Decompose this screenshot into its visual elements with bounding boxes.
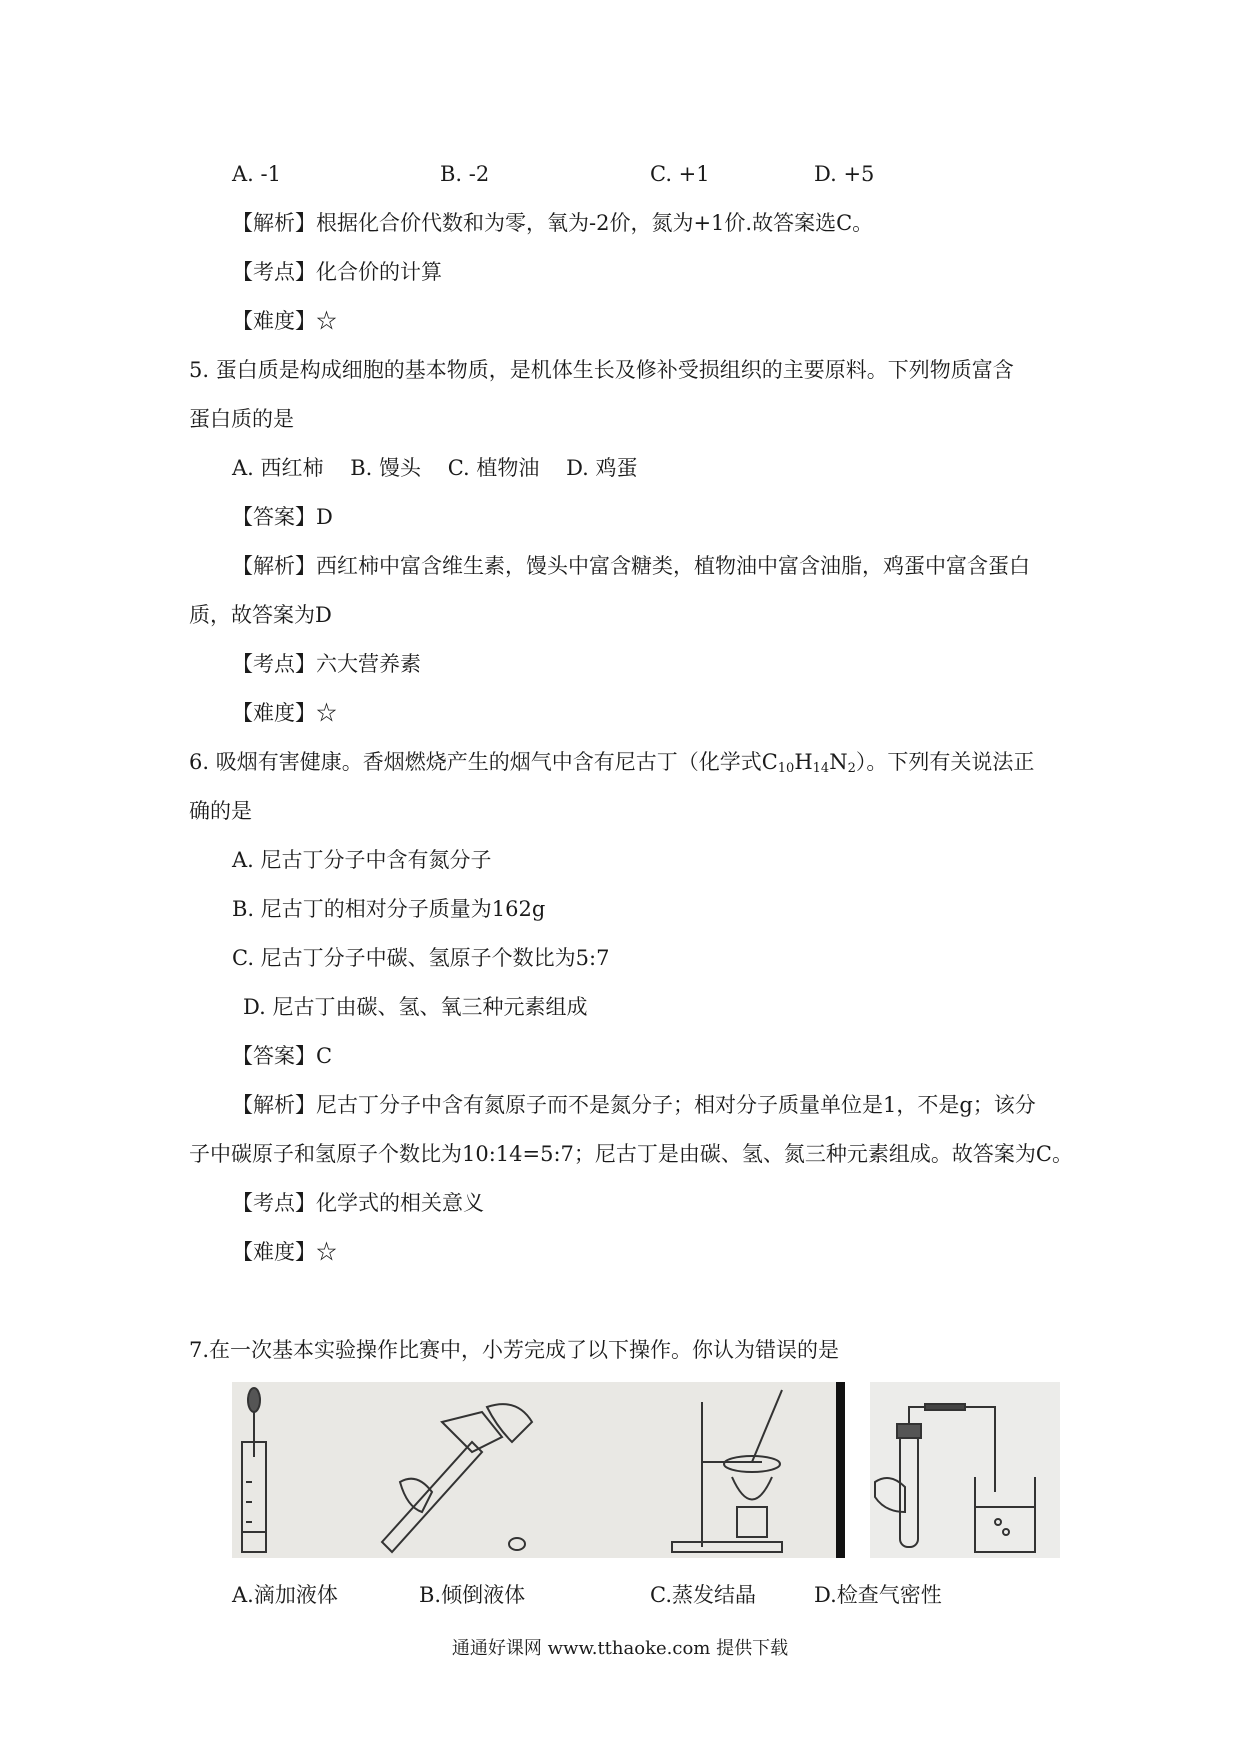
q6-stem-text-after: ）。下列有关说法正 — [855, 750, 1035, 774]
q6-option-b: B. 尼古丁的相对分子质量为162g — [232, 897, 546, 921]
formula-n-subscript: 2 — [847, 761, 856, 776]
q4-topic: 【考点】化合价的计算 — [232, 260, 442, 284]
q6-stem-line1 — [189, 749, 1034, 775]
q6-stem-text-before: 6. 吸烟有害健康。香烟燃烧产生的烟气中含有尼古丁（化学式C — [189, 750, 778, 774]
q6-analysis-line2: 子中碳原子和氢原子个数比为10:14=5:7；尼古丁是由碳、氢、氮三种元素组成。故答案为C。 — [189, 1142, 1073, 1166]
q4-analysis: 【解析】根据化合价代数和为零，氧为-2价，氮为+1价.故答案选C。 — [232, 211, 874, 235]
apparatus-illustration-abc — [232, 1382, 836, 1558]
dropper-cylinder-illustration — [242, 1388, 266, 1552]
q7-caption-d: D.检查气密性 — [814, 1583, 942, 1607]
apparatus-panel-d — [870, 1382, 1060, 1558]
q6-option-a: A. 尼古丁分子中含有氮分子 — [232, 848, 492, 872]
q7-caption-c: C.蒸发结晶 — [650, 1583, 756, 1607]
evaporation-illustration — [672, 1390, 782, 1552]
q7-apparatus-figure — [232, 1382, 1060, 1558]
q4-option-c: C. +1 — [650, 162, 710, 186]
q7-caption-b: B.倾倒液体 — [419, 1583, 526, 1607]
formula-c-subscript: 10 — [777, 761, 795, 776]
q7-stem: 7.在一次基本实验操作比赛中，小芳完成了以下操作。你认为错误的是 — [189, 1338, 840, 1362]
q6-difficulty: 【难度】☆ — [232, 1240, 337, 1264]
q4-option-b: B. -2 — [440, 162, 490, 186]
q5-stem-line1: 5. 蛋白质是构成细胞的基本物质，是机体生长及修补受损组织的主要原料。下列物质富含 — [189, 358, 1014, 382]
q6-topic: 【考点】化学式的相关意义 — [232, 1191, 484, 1215]
page-footer: 通通好课网 www.tthaoke.com 提供下载 — [451, 1638, 789, 1659]
q7-caption-a: A.滴加液体 — [232, 1583, 338, 1607]
formula-n: N — [829, 750, 848, 774]
q5-analysis-line1: 【解析】西红柿中富含维生素，馒头中富含糖类，植物油中富含油脂，鸡蛋中富含蛋白 — [232, 554, 1030, 578]
airtightness-illustration — [870, 1382, 1060, 1558]
figure-divider — [836, 1382, 845, 1558]
q5-options: A. 西红柿 B. 馒头 C. 植物油 D. 鸡蛋 — [232, 456, 638, 480]
q5-analysis-line2: 质，故答案为D — [189, 603, 332, 627]
formula-h: H — [794, 750, 813, 774]
q5-topic: 【考点】六大营养素 — [232, 652, 421, 676]
q6-answer: 【答案】C — [232, 1044, 333, 1068]
q6-option-d: D. 尼古丁由碳、氢、氧三种元素组成 — [243, 995, 588, 1019]
q4-option-a: A. -1 — [232, 162, 281, 186]
q6-option-c: C. 尼古丁分子中碳、氢原子个数比为5:7 — [232, 946, 610, 970]
q6-stem-line2: 确的是 — [189, 799, 252, 823]
q4-option-d: D. +5 — [814, 162, 875, 186]
formula-h-subscript: 14 — [812, 761, 830, 776]
q5-answer: 【答案】D — [232, 505, 333, 529]
q5-stem-line2: 蛋白质的是 — [189, 407, 294, 431]
q4-difficulty: 【难度】☆ — [232, 309, 337, 333]
q5-difficulty: 【难度】☆ — [232, 701, 337, 725]
pouring-illustration — [382, 1404, 532, 1552]
apparatus-strip-abc — [232, 1382, 836, 1558]
q6-analysis-line1: 【解析】尼古丁分子中含有氮原子而不是氮分子；相对分子质量单位是1，不是g；该分 — [232, 1093, 1036, 1117]
